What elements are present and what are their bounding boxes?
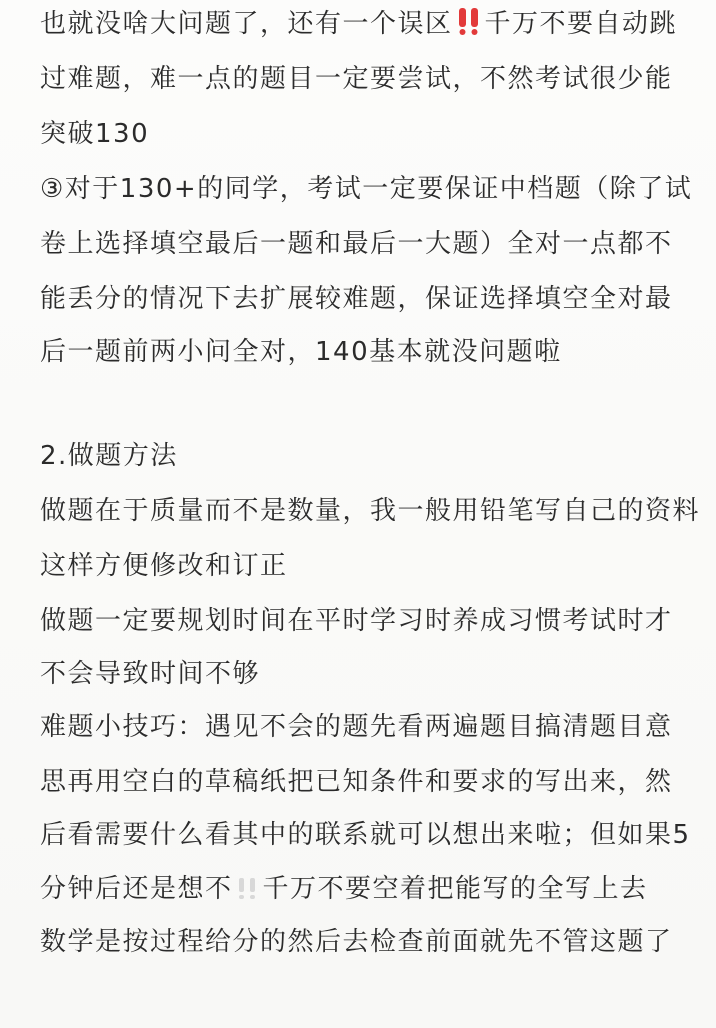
text-line-7: 后一题前两小问全对，140基本就没问题啦 [40, 337, 562, 367]
section-heading: 2.做题方法 [40, 441, 178, 471]
text-line-14: 思再用空白的草稿纸把已知条件和要求的写出来，然 [40, 767, 673, 797]
text-line-1 [40, 6, 677, 42]
text-line-16 [40, 871, 648, 907]
text-line-11: 做题一定要规划时间在平时学习时养成习惯考试时才 [40, 606, 673, 636]
text-line-4: ③对于130+的同学，考试一定要保证中档题（除了试 [40, 174, 693, 204]
double-exclamation-icon [456, 6, 482, 36]
text-line-15: 后看需要什么看其中的联系就可以想出来啦；但如果5 [40, 820, 691, 850]
text-line-5: 卷上选择填空最后一题和最后一大题）全对一点都不 [40, 229, 673, 259]
text-line-12: 不会导致时间不够 [40, 659, 261, 689]
text-line-17: 数学是按过程给分的然后去检查前面就先不管这题了 [40, 927, 673, 957]
text-line-16-end: 千万不要空着把能写的全写上去 [262, 874, 648, 904]
text-line-1-start: 也就没啥大问题了，还有一个误区 [40, 9, 453, 39]
text-line-3: 突破130 [40, 119, 150, 149]
text-line-13: 难题小技巧：遇见不会的题先看两遍题目搞清题目意 [40, 712, 673, 742]
text-line-10: 这样方便修改和订正 [40, 551, 288, 581]
text-line-2: 过难题，难一点的题目一定要尝试，不然考试很少能 [40, 64, 673, 94]
text-line-16-start: 分钟后还是想不 [40, 874, 233, 904]
faded-exclamation-icon [235, 874, 261, 902]
text-line-9: 做题在于质量而不是数量，我一般用铅笔写自己的资料 [40, 496, 701, 526]
text-line-1-end: 千万不要自动跳 [484, 9, 678, 39]
text-line-6: 能丢分的情况下去扩展较难题，保证选择填空全对最 [40, 284, 673, 314]
